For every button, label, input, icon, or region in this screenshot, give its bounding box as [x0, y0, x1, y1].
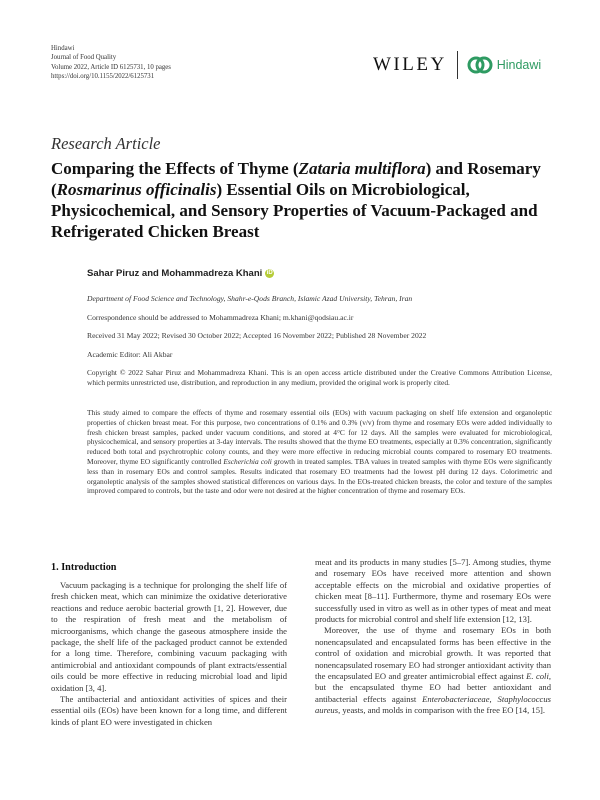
species-name: Staphylococcus aureus [315, 693, 552, 716]
doi-link[interactable]: https://doi.org/10.1155/2022/6125731 [51, 73, 155, 81]
paragraph-text: , but the encapsulated thyme EO had better antioxidant and antibacterial effects against [315, 671, 551, 704]
authors [87, 268, 274, 279]
paragraph [315, 625, 551, 716]
author-names: Sahar Piruz and Mohammadreza Khani [87, 268, 263, 279]
paragraph: meat and its products in many studies [5–7]. Among studies, thyme and rosemary EOs have received more attention and shown acceptable effects on the microbial and oxidative properties of chicken meat [8–11]. Furthermore, thyme and rosemary EOs were successfully used in vitro as well as in other types of meat and meat products for microbial control and shelf life extension [12, 13]. [315, 557, 551, 625]
paragraph: The antibacterial and antioxidant activities of spices and their essential oils (EOs) have been known for a long time, and different kinds of plant EO were investigated in chicken [51, 694, 287, 727]
abstract [87, 408, 552, 496]
journal-meta [51, 44, 171, 82]
title-text: ) and Rosemary ( [51, 159, 541, 199]
species-name: E. coli [526, 671, 549, 682]
title-text: ) Essential Oils on Microbiological, Physicochemical, and Sensory Properties of Vacuum-Packaged and Refrigerated Chicken Breast [51, 180, 538, 241]
body-column-right [315, 557, 551, 717]
publisher-logos [373, 50, 541, 80]
paragraph-text: , [489, 693, 498, 704]
title-species-thyme: Zataria multiflora [298, 159, 426, 178]
wiley-logo: WILEY [373, 54, 447, 75]
publisher-name: Hindawi [51, 45, 75, 52]
abstract-text: This study aimed to compare the effects of thyme and rosemary essential oils (EOs) with vacuum packaging on shelf life extension and organoleptic properties of chicken breast meat. For this purpose, two concentrations of 0.1% and 0.3% (v/v) from thyme and rosemary EOs were added individually to fresh chicken breast samples, packed under vacuum conditions, and stored at 4°C for 12 days. All the samples were evaluated for microbiological, physicochemical, and sensory properties at 3-day intervals. The results showed that the thyme EO treatments, especially at 0.3% concentration, significantly reduced both total and psychrotrophic colony counts, and they were more effective in reducing microbial counts compared to rosemary EO treatments. Moreover, thyme EO significantly controlled [87, 408, 552, 466]
abstract-text: growth in treated samples. TBA values in treated samples with thyme EOs were significantly less than in rosemary EOs and control samples. Results indicated that rosemary EO treatments had the lowest pH during 12 days. Colorimetric and organoleptic analysis of the samples showed statistical differences on various days. In the EOs-treated chicken breasts, the color and texture of the samples improved compared to controls, but the taste and odor were not desired at the higher concentration of thyme and rosemary EOs. [87, 456, 552, 496]
hindawi-logo-text: Hindawi [496, 58, 542, 72]
volume-info: Volume 2022, Article ID 6125731, 10 pages [51, 63, 171, 71]
body-column-left [51, 580, 287, 728]
paragraph-text: , yeasts, and molds in comparison with the free EO [14, 15]. [338, 705, 545, 716]
academic-editor: Academic Editor: Ali Akbar [87, 350, 173, 359]
journal-name: Journal of Food Quality [51, 54, 117, 62]
logo-divider [457, 51, 458, 79]
species-name: Enterobacteriaceae [422, 693, 490, 704]
article-type: Research Article [51, 134, 161, 153]
affiliation: Department of Food Science and Technology, Shahr-e-Qods Branch, Islamic Azad University, Tehran, Iran [87, 294, 413, 303]
publication-dates: Received 31 May 2022; Revised 30 October 2022; Accepted 16 November 2022; Published 28 November 2022 [87, 331, 427, 340]
orcid-icon[interactable]: iD [266, 270, 273, 276]
section-heading-introduction: 1. Introduction [51, 562, 117, 573]
title-species-rosemary: Rosmarinus officinalis [56, 180, 217, 199]
abstract-species: Escherichia coli [223, 456, 272, 466]
copyright-notice: Copyright © 2022 Sahar Piruz and Mohammadreza Khani. This is an open access article distributed under the Creative Commons Attribution License, which permits unrestricted use, distribution, and reproduction in any medium, provided the original work is properly cited. [87, 368, 552, 387]
correspondence: Correspondence should be addressed to Mohammadreza Khani; m.khani@qodsiau.ac.ir [87, 313, 354, 322]
article-title [51, 158, 556, 242]
title-text: Comparing the Effects of Thyme ( [51, 159, 299, 178]
hindawi-logo-icon [467, 54, 493, 76]
paragraph: Vacuum packaging is a technique for prolonging the shelf life of fresh chicken meat, which can minimize the oxidative deteriorative reactions and reduce aerobic bacterial growth [1, 2]. However, due to the respiration of fresh meat and the metabolism of microorganisms, which change the gaseous atmosphere inside the package, the shelf life of the packaged product cannot be extended for a long time. Therefore, combining vacuum packaging with antimicrobial and antioxidant compounds of plant extracts/essential oils could be more effective in reducing microbial load and lipid oxidation [3, 4]. [51, 580, 287, 693]
paragraph-text: Moreover, the use of thyme and rosemary EOs in both nonencapsulated and encapsulated forms has been effective in the control of oxidation and microbial growth. It was reported that nonencapsulated rosemary EO had stronger antioxidant activity than the encapsulated EO and greater antimicrobial effect against [315, 625, 551, 682]
